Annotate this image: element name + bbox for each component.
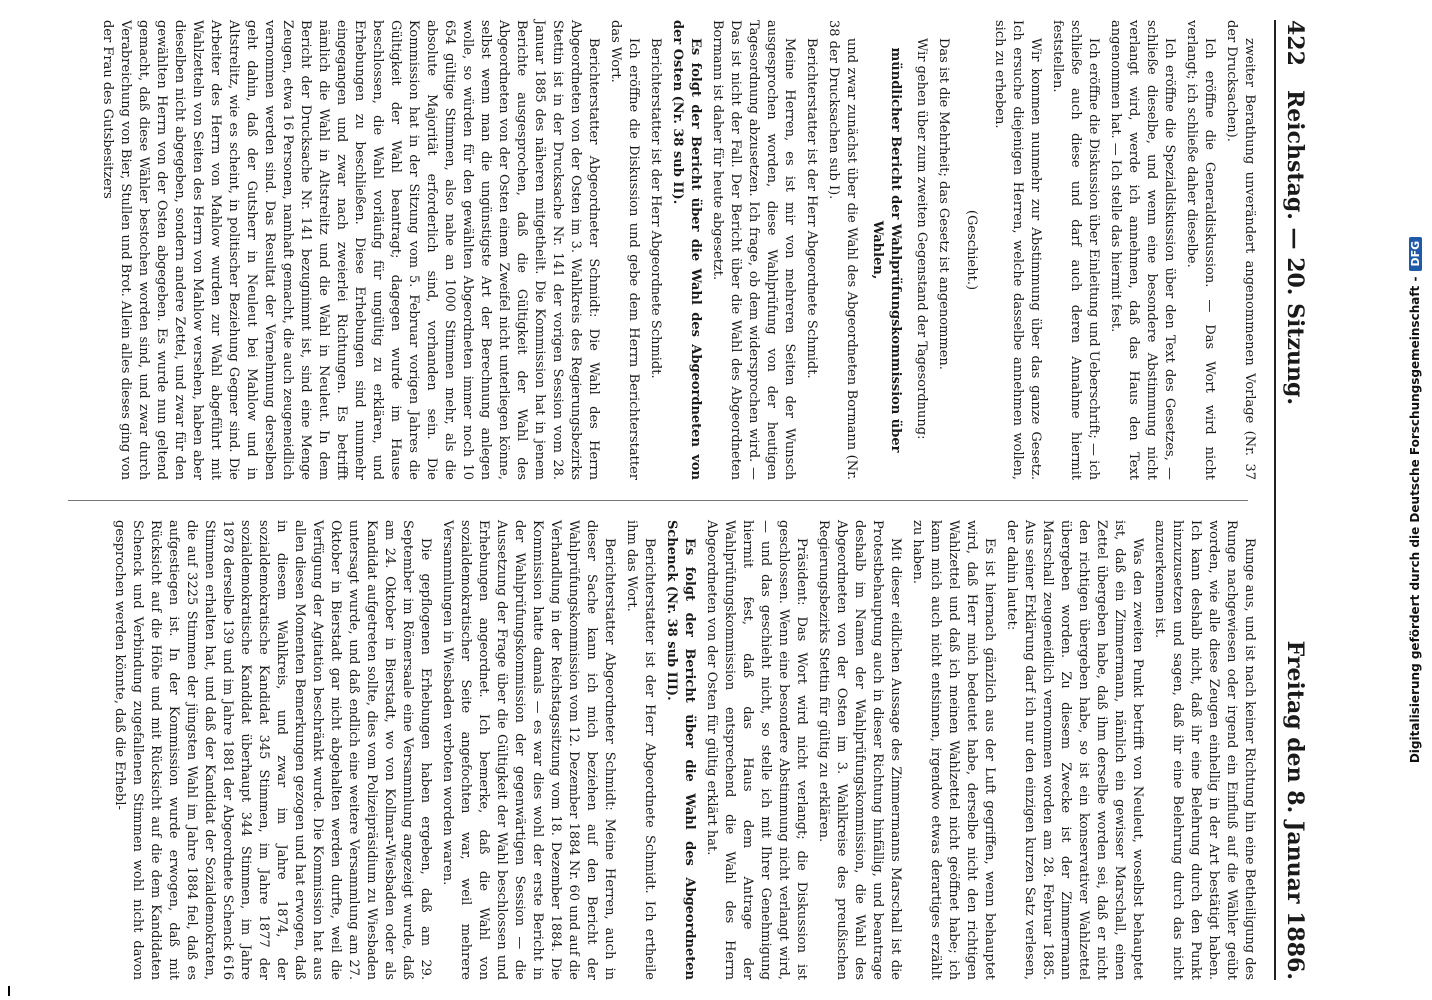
column-divider [68, 500, 1248, 501]
paragraph: Wir gehen über zum zweiten Gegenstand der Tagesordnung: [914, 38, 929, 440]
digitization-credit [1400, 0, 1430, 1000]
left-running-title: Reichstag. — 20. Sitzung. [1282, 90, 1308, 406]
paragraph: Ich eröffne die Generaldiskussion. — Das Wort wird nicht verlangt; ich schließe daher dieselbe. [1184, 20, 1217, 480]
paragraph: Es folgt der Bericht über die Wahl des Abgeordneten Schenck (Nr. 38 sub III). [664, 520, 697, 980]
paragraph: zweiter Berathung unverändert angenommenen Vorlage (Nr. 37 der Drucksachen). [1224, 20, 1257, 480]
paragraph: Die gepflogenen Erhebungen haben ergeben, daß am 29. September im Römersaale eine Versammlung angezeigt wurde, daß am 24. Oktober in Bierstadt, wo von Kollmar-Wiesbaden oder als Kandidat aufgetreten sollte, dies vom Polizeipräsidium zu Wiesbaden untersagt wurde, und daß endlich eine weitere Versammlung am 27. Oktober in Bierstadt gar nicht abgehalten werden durfte, weil die Verfügung der Agitation beschränkt wurde. Die Kommission hat aus allen diesen Momenten Bemerkungen gezogen und hat erwogen, daß in diesem Wahlkreis, und zwar im Jahre 1874, der sozialdemokratische Kandidat 345 Stimmen, im Jahre 1877 der sozialdemokratische Kandidat überhaupt 344 Stimmen, im Jahre 1878 derselbe 139 und im Jahre 1881 der Abgeordnete Schenck 616 Stimmen erhalten hat, und daß der Kandidat der Sozialdemokraten, die auf 3225 Stimmen der jüngsten Wahl im Jahre 1884 fiel, daß es aufgestiegen ist. In der Kommission wurde erwogen, daß mit Rücksicht auf die Höhe und mit Rücksicht auf die dem Kandidaten Schenck und Verbindung zugefallenen Stimmen wohl nicht davon gesprochen werden könnte, daß die Erhebl- [112, 520, 433, 980]
paragraph: Es folgt der Bericht über die Wahl des Abgeordneten von der Osten (Nr. 38 sub II). [670, 20, 703, 480]
dfg-logo: DFG [1409, 237, 1422, 271]
paragraph: Runge aus, und ist nach keiner Richtung hin eine Betheiligung des Runge nachgewiesen oder irgend ein Einfluß auf die Wähler geübt worden, wie alle diese Zeugen einhellig in der Art bestätigt haben. Ich kann deshalb nicht, daß ihr eine Belehrung durch den Punkt hinzuzusetzen und sagen, daß ihr eine Belehrung durch das nicht anzuerkennen ist. [1152, 520, 1257, 980]
right-running-title: Freitag den 8. Januar 1886. [1282, 640, 1308, 980]
paragraph: Berichterstatter Abgeordneter Schmidt: Meine Herren, auch in dieser Sache kann ich mich beziehen auf den Bericht der Wahlprüfungskommission vom 12. Dezember 1884 Nr. 60 und auf die Verhandlung in der Reichstagssitzung vom 18. Dezember 1884. Die Kommission hatte damals — es war dies wohl der erste Bericht in der Wahlprüfungskommission der gegenwärtigen Session — die Aussetzung der Frage über die Gültigkeit der Wahl beschlossen und Erhebungen angeordnet. Ich bemerke, daß die Wahl von sozialdemokratischer Seite angefochten war, weil mehrere Versammlungen in Wiesbaden verboten worden waren. [440, 520, 617, 980]
paragraph: Berichterstatter ist der Herr Abgeordnete Schmidt. [648, 38, 663, 379]
paragraph: Meine Herren, es ist mir von mehreren Seiten der Wunsch ausgesprochen worden, diese Wahlprüfung von der heutigen Tagesordnung abzusetzen. Ich frage, ob dem widersprochen wird. — Das ist nicht der Fall. Der Bericht über die Wahl des Abgeordneten Bormann ist daher für heute abgesetzt. [710, 20, 797, 480]
left-column [94, 20, 1258, 480]
quoted-statement: Es ist hiernach gänzlich aus der Luft gegriffen, wenn behauptet wird, daß Herr mich bedeutet habe, derselbe nicht den richtigen Wahlzettel und daß ich meinen Wahlzettel nicht geöffnet habe; ich kann mich auch nicht entsinnen, irgendwo etwas derartiges erzählt zu haben. [910, 520, 997, 980]
page-number: 422 [1282, 20, 1308, 66]
paragraph: Berichterstatter ist der Herr Abgeordnete Schmidt. [804, 38, 819, 379]
paragraph: und zwar zunächst über die Wahl des Abgeordneten Bormann (Nr. 38 der Drucksachen sub I). [826, 20, 859, 480]
paragraph: Wir kommen nunmehr zur Abstimmung über das ganze Gesetz. Ich ersuche diejenigen Herren, welche dasselbe annehmen wollen, sich zu erheben. [992, 20, 1043, 480]
stage-direction: (Geschieht.) [964, 209, 979, 291]
page-header [1276, 20, 1310, 980]
agenda-heading: mündlicher Bericht der Wahlprüfungskommission über Wahlen, [870, 47, 903, 453]
paragraph: Ich eröffne die Spezialdiskussion über den Text des Gesetzes, — schließe dieselbe, und wenn eine besondere Abstimmung nicht verlangt wird, werde ich annehmen, daß das Haus den Text angenommen hat. — Ich stelle das hiermit fest. [1108, 20, 1177, 480]
header-rule [1274, 20, 1276, 980]
credit-text: Digitalisierung gefördert durch die Deutsche Forschungsgemeinschaft - [1408, 276, 1422, 764]
paragraph: Ich eröffne die Diskussion und gebe dem Herrn Berichterstatter das Wort. [608, 20, 641, 480]
paragraph: Was den zweiten Punkt betrifft von Neuleut, woselbst behauptet ist, daß ein Zimmermann, nämlich ein gewisser Marschall, einen Zettel übergeben habe, daß ihm derselbe worden sei, daß er nicht den richtigen übergeben habe, so ist ein konservativer Wahlzettel übergeben worden. Zu diesem Zwecke ist der Zimmermann Marschall zeugeneidlich vernommen worden am 28. Februar 1885. Aus seiner Erklärung darf ich nur den einzigen kurzen Satz verlesen, der dahin lautet: [1004, 520, 1145, 980]
paragraph: Berichterstatter ist der Herr Abgeordnete Schmidt. Ich ertheile ihm das Wort. [624, 520, 657, 980]
paragraph: Präsident: Das Wort wird nicht verlangt; die Diskussion ist geschlossen. Wenn eine besondere Abstimmung nicht verlangt wird, — und das geschieht nicht, so stelle ich mit Ihrer Genehmigung hiermit fest, daß das Haus dem Antrage der Wahlprüfungskommission entsprechend die Wahl des Herrn Abgeordneten von der Osten für gültig erklärt hat. [704, 520, 809, 980]
paragraph: Mit dieser eidlichen Aussage des Zimmermanns Marschall ist die Protestbehauptung auch in dieser Richtung hinfällig, und beantrage deshalb im Namen der Wahlprüfungskommission, die Wahl des Abgeordneten von der Osten im 3. Wahlkreise des preußischen Regierungsbezirks Stettin für gültig zu erklären. [816, 520, 903, 980]
paragraph: Das ist die Mehrheit; das Gesetz ist angenommen. [936, 38, 951, 370]
paragraph: Berichterstatter Abgeordneter Schmidt: Die Wahl des Herrn Abgeordneten von der Osten im 3. Wahlkreis des Regierungsbezirks Stettin ist in der Drucksache Nr. 141 der vorigen Session vom 28. Januar 1885 des näheren mitgetheilt. Die Kommission hat in jenem Berichte ausgesprochen, daß die Gültigkeit der Wahl des Abgeordneten von der Osten einem Zweifel nicht unterliegen könne, selbst wenn man die ungünstigste Art der Berechnung anlegen wolle, so würden für den gewählten Abgeordneten immer noch 10 654 gültige Stimmen, also nahe an 1000 Stimmen mehr, als die absolute Majorität erforderlich sind, vorhanden sein. Die Kommission hat in der Sitzung vom 5. Februar vorigen Jahres die Gültigkeit der Wahl beantragt; dagegen wurde im Hause beschlossen, die Wahl vorläufig für ungültig zu erklären, und Erhebungen zu beschließen. Diese Erhebungen sind nunmehr eingegangen und zwar nach zweierlei Richtungen. Es betrifft nämlich die Wahl in Altstrelitz und die Wahl in Neuleut. In dem Bericht der Drucksache Nr. 141 bezugnimmt ist, sind eine Menge Zeugen, etwa 16 Personen, namhaft gemacht, die auch zeugeneidlich vernommen werden sind. Das Resultat der Vernehmung derselben geht dahin, daß der Gutsherr in Neuleut bei Mahlow und in Altstrelitz, wie es scheint, in politischer Beziehung Gegner sind. Die Arbeiter des Herrn von Mahlow wurden zur Wahl abgeführt mit Wahlzetteln von Seiten des Herrn von Mahlow versehen, haben aber dieselben nicht abgegeben, sondern andere Zettel, und zwar für den gewählten Herrn von der Osten abgegeben. Es wurde nun geltend gemacht, daß diese Wähler bestochen worden sind, und zwar durch Verabreichung von Bier, Stullen und Brot. Allein alles dieses ging von der Frau des Gutsbesitzers [100, 20, 601, 480]
edge-mark [8, 986, 10, 996]
right-column [106, 520, 1258, 980]
paragraph: Ich eröffne die Diskussion über Einleitung und Ueberschrift; — ich schließe auch diese und darf auch deren Annahme hiermit feststellen. [1050, 20, 1101, 480]
